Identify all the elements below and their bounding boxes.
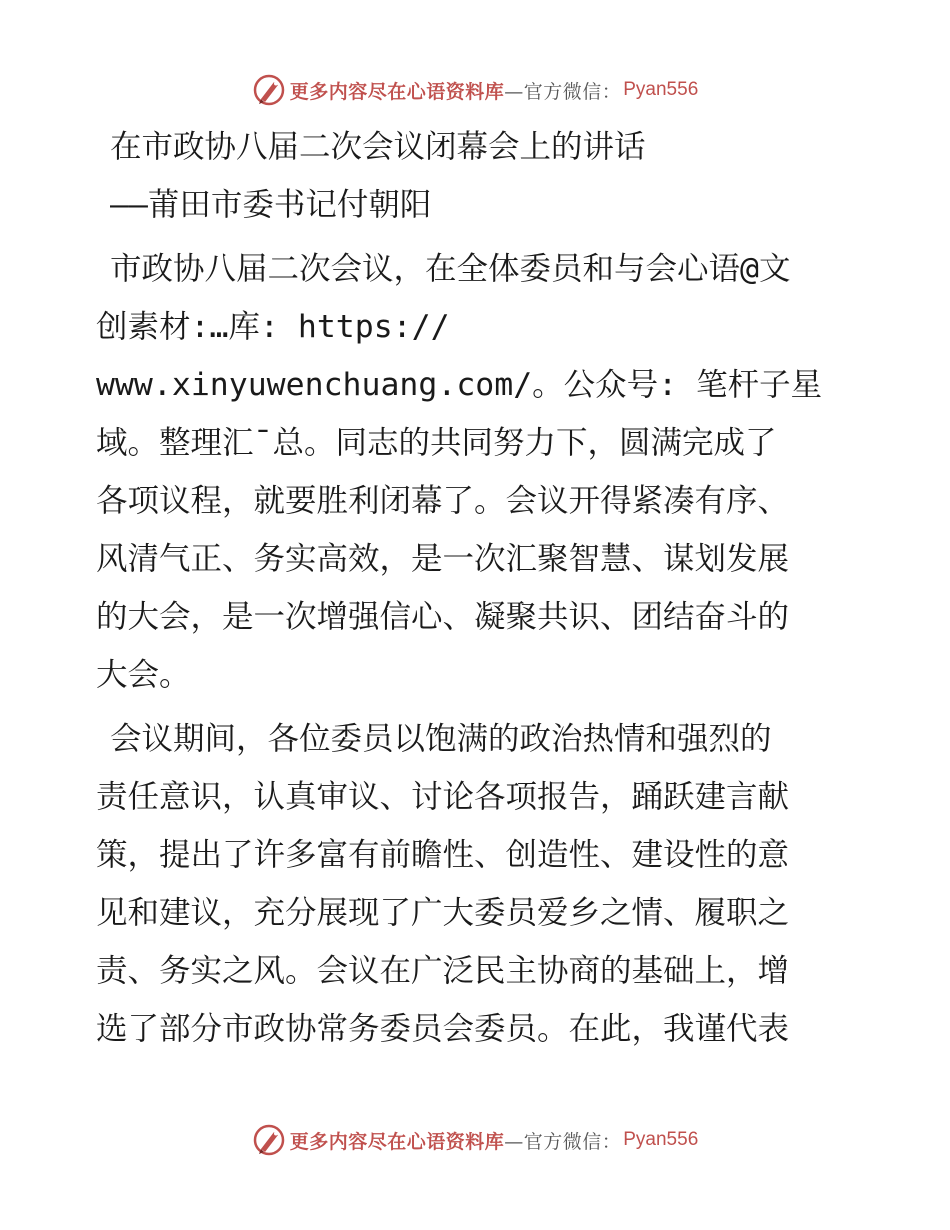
- paragraph-line: 各项议程，就要胜利闭幕了。会议开得紧凑有序、: [96, 483, 790, 519]
- paragraph-1: [96, 240, 856, 704]
- document-byline: ——莆田市委书记付朝阳: [110, 187, 432, 223]
- footer-watermark: [0, 1120, 950, 1160]
- paragraph-2: [96, 710, 856, 1058]
- paragraph-line: 域。整理汇¯总。同志的共同努力下，圆满完成了: [96, 425, 777, 461]
- paragraph-line: 的大会，是一次增强信心、凝聚共识、团结奋斗的: [96, 599, 790, 635]
- paragraph-line: 策，提出了许多富有前瞻性、创造性、建设性的意: [96, 837, 790, 873]
- watermark-official-text: —官方微信：: [504, 80, 622, 103]
- header-watermark: [0, 70, 950, 110]
- watermark-wechat-id: Pyan556: [623, 1129, 699, 1150]
- paragraph-line: 见和建议，充分展现了广大委员爱乡之情、履职之: [96, 895, 790, 931]
- paragraph-line: 创素材:…库: https://: [96, 309, 450, 345]
- paragraph-line: 选了部分市政协常务委员会委员。在此，我谨代表: [96, 1011, 790, 1047]
- document-title: 在市政协八届二次会议闭幕会上的讲话: [110, 129, 646, 165]
- watermark-official-text: —官方微信：: [504, 1130, 622, 1153]
- paragraph-line: www.xinyuwenchuang.com/。公众号: 笔杆子星: [96, 367, 823, 403]
- paragraph-line: 风清气正、务实高效，是一次汇聚智慧、谋划发展: [96, 541, 790, 577]
- paragraph-line: 市政协八届二次会议，在全体委员和与会心语@文: [110, 251, 791, 287]
- watermark-brand-text: 更多内容尽在心语资料库: [289, 1130, 505, 1153]
- paragraph-line: 责、务实之风。会议在广泛民主协商的基础上，增: [96, 953, 790, 989]
- paragraph-line: 大会。: [96, 657, 191, 693]
- pen-logo-icon: [252, 1123, 286, 1157]
- pen-logo-icon: [252, 73, 286, 107]
- paragraph-line: 责任意识，认真审议、讨论各项报告，踊跃建言献: [96, 779, 790, 815]
- watermark-wechat-id: Pyan556: [623, 79, 699, 100]
- watermark-brand-text: 更多内容尽在心语资料库: [289, 80, 505, 103]
- document-body: [96, 118, 856, 1058]
- paragraph-line: 会议期间，各位委员以饱满的政治热情和强烈的: [110, 721, 772, 757]
